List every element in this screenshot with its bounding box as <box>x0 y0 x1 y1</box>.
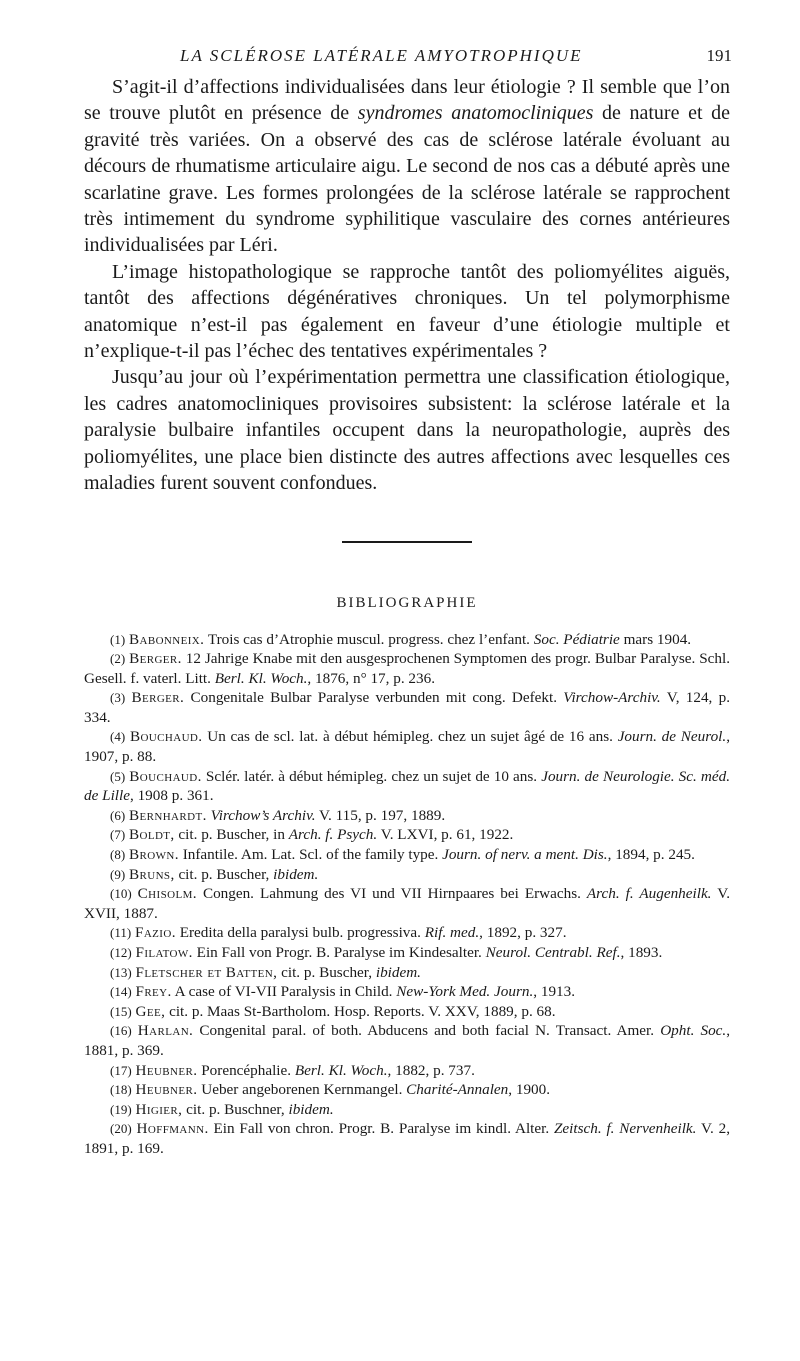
reference-number: (4) <box>110 729 126 745</box>
reference-text: Trois cas d’Atrophie muscul. progress. chez l’enfant. <box>204 630 534 648</box>
paragraph-text: L’image histopathologique se rapproche tantôt des poliomyélites aiguës, tantôt des affections dégénératives chroniques. Un tel polymorphisme anatomique n’est-il pas également en faveur d’une étiologie multiple et n’explique-t-il pas l’échec des tentatives expérimentales ? <box>84 260 730 363</box>
bibliography-entry <box>84 806 730 826</box>
bibliography-entry <box>84 825 730 845</box>
reference-text: cit. p. Buscher, <box>277 963 376 981</box>
reference-journal: Rif. med. <box>424 924 480 942</box>
reference-author: Bouchaud. <box>129 728 203 746</box>
reference-number: (7) <box>110 827 126 843</box>
reference-number: (1) <box>110 631 126 647</box>
reference-author: Heubner. <box>135 1061 198 1079</box>
reference-journal: Journ. of nerv. a ment. Dis. <box>442 846 608 864</box>
reference-text: cit. p. Buschner, <box>182 1100 289 1118</box>
reference-text: Ein Fall von chron. Progr. B. Paralyse im kindl. Alter. <box>208 1120 554 1138</box>
bibliography-entry <box>84 845 730 865</box>
reference-journal: Neurol. Centrabl. Ref. <box>485 944 621 961</box>
reference-details: , 1893. <box>620 944 663 961</box>
reference-author: Higier, <box>135 1100 183 1118</box>
reference-number: (3) <box>110 690 126 706</box>
reference-number: (2) <box>110 651 126 667</box>
reference-journal: Arch. f. Psych. <box>288 826 378 844</box>
bibliography-entry <box>84 963 730 983</box>
reference-text: Un cas de scl. lat. à début hémipleg. chez un sujet âgé de 16 ans. <box>202 728 618 746</box>
reference-author: Boldt, <box>128 826 175 844</box>
reference-number: (5) <box>110 768 126 784</box>
reference-author: Harlan. <box>137 1022 194 1040</box>
reference-author: Filatow. <box>135 944 193 961</box>
reference-details: mars 1904. <box>619 630 692 648</box>
paragraph-text: Jusqu’au jour où l’expérimentation permettra une classification étiologique, les cadres anatomocliniques provisoires subsistent: la sclérose latérale et la paralysie bulbaire infantiles occupent dans la neuropathologie, auprès des poliomyélites, une place bien distincte des autres affections avec lesquelles ces maladies furent souvent confondues. <box>84 366 730 495</box>
reference-details: , 1913. <box>533 983 576 1001</box>
bibliography-entry <box>84 630 730 650</box>
body-text <box>84 74 730 497</box>
reference-details: , 1894, p. 245. <box>607 846 695 864</box>
reference-number: (13) <box>110 964 132 980</box>
reference-text: cit. p. Buscher, in <box>174 826 289 844</box>
reference-details: , 1908 p. 361. <box>129 787 214 805</box>
bibliography-entry <box>84 865 730 885</box>
reference-number: (10) <box>110 886 132 902</box>
bibliography-entry <box>84 649 730 688</box>
reference-number: (17) <box>110 1062 132 1078</box>
reference-number: (9) <box>110 866 126 882</box>
bibliography-entry <box>84 1119 730 1158</box>
bibliography-entry <box>84 727 730 766</box>
bibliography-entry <box>84 767 730 806</box>
reference-text: Ein Fall von Progr. B. Paralyse im Kindesalter. <box>192 944 486 961</box>
reference-author: Heubner. <box>135 1081 198 1099</box>
reference-text: Congenitale Bulbar Paralyse verbunden mit cong. Defekt. <box>184 689 564 707</box>
paragraph <box>84 74 730 259</box>
reference-text: Congen. Lahmung des VI und VII Hirnpaares bei Erwachs. <box>196 885 587 903</box>
reference-number: (12) <box>110 945 132 960</box>
bibliography-entry <box>84 982 730 1002</box>
reference-number: (6) <box>110 807 126 823</box>
reference-author: Berger. <box>131 689 185 707</box>
reference-author: Berger. <box>129 650 182 668</box>
reference-details: V. 2, 1891, p. 169. <box>84 1120 731 1157</box>
reference-journal: New-York Med. Journ. <box>396 983 534 1001</box>
page-number: 191 <box>706 46 732 65</box>
bibliography-entry <box>84 1061 730 1081</box>
reference-details: , 1881, p. 369. <box>84 1022 730 1059</box>
reference-author: Gee, <box>135 1002 166 1020</box>
bibliography-heading: BIBLIOGRAPHIE <box>336 594 478 611</box>
reference-author: Babonneix. <box>128 630 205 648</box>
paragraph-text: S’agit-il d’affections individualisées dans leur étiologie ? Il semble que l’on se trouve plutôt en présence de <box>84 76 730 125</box>
reference-details: V. 115, p. 197, 1889. <box>315 806 446 824</box>
reference-number: (16) <box>110 1023 132 1039</box>
reference-journal: ibidem. <box>273 865 319 883</box>
bibliography-entry <box>84 884 730 923</box>
reference-journal: Journ. de Neurol. <box>617 728 727 746</box>
reference-author: Frey. <box>135 983 172 1001</box>
reference-details: , 1876, n° 17, p. 236. <box>307 669 435 687</box>
reference-details: , 1892, p. 327. <box>479 924 567 942</box>
reference-details: V. LXVI, p. 61, 1922. <box>377 826 514 844</box>
reference-journal: Virchow’s Archiv. <box>210 806 316 824</box>
bibliography-entry <box>84 943 730 963</box>
reference-text: Sclér. latér. à début hémipleg. chez un sujet de 10 ans. <box>201 767 542 785</box>
reference-text: Eredita della paralysi bulb. progressiva. <box>175 924 425 942</box>
reference-details: V. XVII, 1887. <box>84 885 730 922</box>
reference-text: A case of VI-VII Paralysis in Child. <box>171 983 397 1001</box>
reference-author: Hoffmann. <box>136 1120 209 1138</box>
bibliography-entry <box>84 1100 730 1120</box>
reference-number: (20) <box>110 1121 132 1137</box>
bibliography-list <box>84 630 730 1159</box>
reference-text: cit. p. Maas St-Bartholom. Hosp. Reports. V. XXV, 1889, p. 68. <box>165 1002 556 1020</box>
bibliography-entry <box>84 1080 730 1100</box>
reference-number: (8) <box>110 847 126 863</box>
reference-text: Porencéphalie. <box>197 1061 295 1079</box>
reference-author: Brown. <box>128 846 179 864</box>
bibliography-entry <box>84 1021 730 1060</box>
reference-journal: Soc. Pédiatrie <box>533 630 620 648</box>
reference-details: V, 124, p. 334. <box>84 689 731 726</box>
bibliography-entry <box>84 688 730 727</box>
paragraph <box>84 259 730 365</box>
reference-author: Bouchaud. <box>129 767 202 785</box>
reference-author: Fletscher et Batten, <box>135 963 278 981</box>
reference-text: Ueber angeborenen Kernmangel. <box>197 1081 407 1099</box>
reference-journal: ibidem. <box>288 1100 334 1118</box>
reference-details: , 1900. <box>508 1081 551 1099</box>
reference-text: cit. p. Buscher, <box>174 865 274 883</box>
reference-journal: Journ. de Neurologie. Sc. méd. de Lille <box>84 767 730 805</box>
reference-journal: ibidem. <box>375 963 421 981</box>
reference-details: , 1882, p. 737. <box>387 1061 475 1079</box>
reference-journal: Zeitsch. f. Nervenheilk. <box>553 1120 697 1138</box>
reference-journal: Arch. f. Augenheilk. <box>586 885 712 903</box>
running-head <box>84 40 730 74</box>
reference-journal: Opht. Soc. <box>660 1022 727 1040</box>
reference-details: , 1907, p. 88. <box>84 728 730 766</box>
paragraph <box>84 364 730 496</box>
section-divider <box>342 541 472 543</box>
reference-author: Bruns, <box>128 865 175 883</box>
reference-text: Congenital paral. of both. Abducens and both facial N. Transact. Amer. <box>193 1022 661 1040</box>
reference-author: Bernhardt. <box>128 806 207 824</box>
bibliography-entry <box>84 923 730 943</box>
running-title: LA SCLÉROSE LATÉRALE AMYOTROPHIQUE <box>180 46 583 65</box>
reference-number: (11) <box>110 925 132 941</box>
reference-text: 12 Jahrige Knabe mit den ausgesprochenen Symptomen des progr. Bulbar Paralyse. Schl. Gesell. f. vaterl. Litt. <box>84 650 730 687</box>
emphasized-term: syndromes anatomocliniques <box>357 102 594 125</box>
reference-journal: Berl. Kl. Woch. <box>294 1061 388 1079</box>
reference-text: Infantile. Am. Lat. Scl. of the family type. <box>178 846 443 864</box>
reference-number: (14) <box>110 984 132 1000</box>
bibliography-entry <box>84 1002 730 1022</box>
reference-number: (19) <box>110 1101 132 1117</box>
reference-author: Chisolm. <box>137 885 197 903</box>
reference-number: (15) <box>110 1003 132 1019</box>
reference-journal: Virchow-Archiv. <box>563 689 661 707</box>
reference-journal: Charité-Annalen <box>406 1081 509 1099</box>
paragraph-text: de nature et de gravité très variées. On a observé des cas de sclérose latérale évoluant au décours de rhumatisme articulaire aigu. Le second de nos cas a débuté après une scarlatine grave. Les formes prolongées de la sclérose latérale se rapprochent très intimement du syndrome syphilitique vasculaire des cornes antérieures individualisées par Léri. <box>84 102 730 257</box>
reference-author: Fazio. <box>134 924 176 942</box>
reference-journal: Berl. Kl. Woch. <box>214 669 308 687</box>
reference-number: (18) <box>110 1082 132 1098</box>
